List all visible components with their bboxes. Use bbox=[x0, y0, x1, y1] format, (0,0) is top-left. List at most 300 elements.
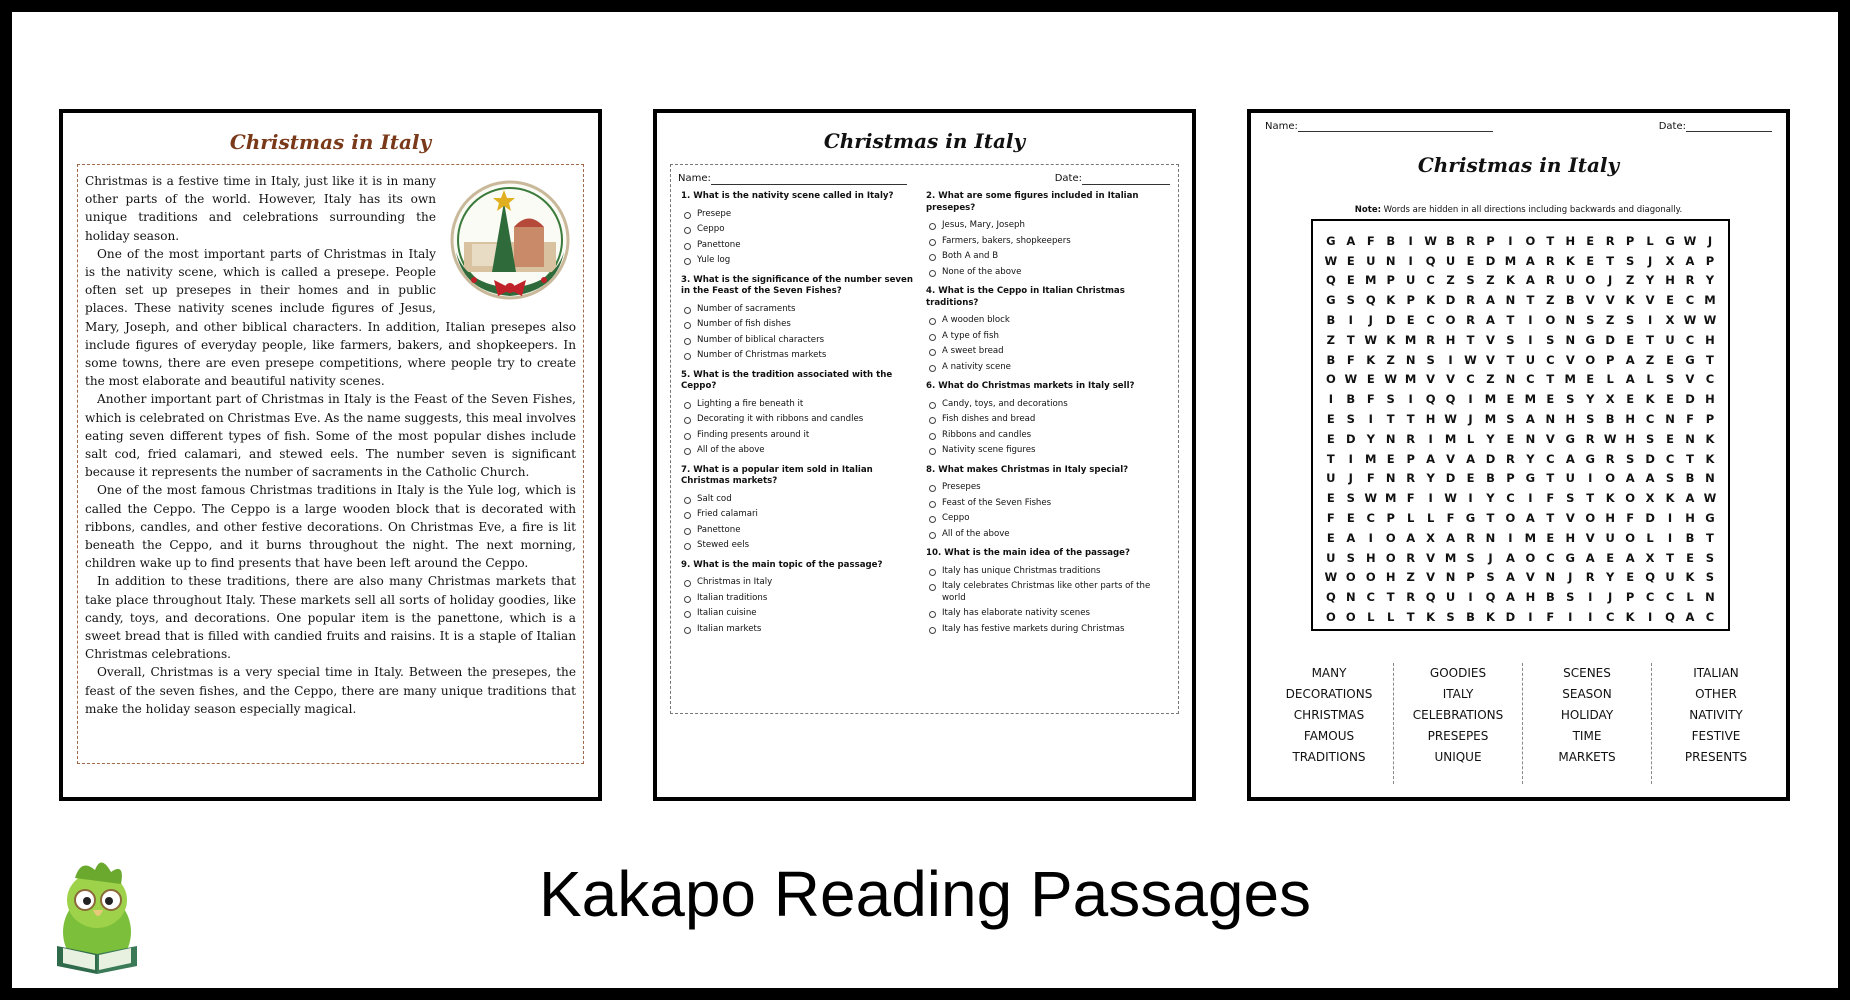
grid-letter[interactable]: I bbox=[1408, 392, 1413, 407]
date-line[interactable] bbox=[1686, 121, 1772, 132]
grid-letter[interactable]: S bbox=[1665, 372, 1675, 387]
answer-option[interactable]: Farmers, bakers, shopkeepers bbox=[929, 236, 1166, 248]
grid-letter[interactable]: W bbox=[1424, 233, 1437, 248]
grid-letter[interactable]: S bbox=[1346, 412, 1355, 427]
grid-letter[interactable]: R bbox=[1406, 590, 1416, 605]
grid-letter[interactable]: J bbox=[1468, 412, 1473, 427]
grid-letter[interactable]: I bbox=[1348, 451, 1353, 466]
grid-letter[interactable]: Y bbox=[1486, 431, 1495, 446]
grid-letter[interactable]: E bbox=[1626, 570, 1635, 585]
grid-letter[interactable]: E bbox=[1466, 471, 1475, 486]
grid-letter[interactable]: E bbox=[1346, 253, 1355, 268]
grid-letter[interactable]: J bbox=[1647, 253, 1653, 268]
grid-letter[interactable]: T bbox=[1526, 293, 1535, 308]
grid-letter[interactable]: K bbox=[1625, 610, 1635, 625]
grid-letter[interactable]: E bbox=[1506, 431, 1515, 446]
grid-letter[interactable]: T bbox=[1386, 590, 1395, 605]
answer-option[interactable]: Candy, toys, and decorations bbox=[929, 399, 1166, 411]
grid-letter[interactable]: E bbox=[1666, 392, 1674, 407]
grid-letter[interactable]: A bbox=[1406, 530, 1416, 545]
answer-option[interactable]: A sweet bread bbox=[929, 346, 1166, 358]
grid-letter[interactable]: L bbox=[1367, 610, 1375, 625]
grid-letter[interactable]: W bbox=[1344, 372, 1358, 387]
grid-letter[interactable]: V bbox=[1426, 372, 1436, 387]
grid-letter[interactable]: O bbox=[1325, 610, 1336, 625]
grid-letter[interactable]: I bbox=[1408, 253, 1413, 268]
grid-letter[interactable]: Z bbox=[1406, 570, 1415, 585]
grid-letter[interactable]: B bbox=[1545, 590, 1555, 605]
grid-letter[interactable]: H bbox=[1525, 590, 1536, 605]
grid-letter[interactable]: N bbox=[1505, 293, 1516, 308]
grid-letter[interactable]: N bbox=[1525, 431, 1536, 446]
grid-letter[interactable]: Z bbox=[1446, 273, 1455, 288]
grid-letter[interactable]: K bbox=[1426, 293, 1436, 308]
grid-letter[interactable]: K bbox=[1705, 431, 1715, 446]
grid-letter[interactable]: A bbox=[1625, 471, 1635, 486]
grid-letter[interactable]: A bbox=[1525, 253, 1535, 268]
grid-letter[interactable]: L bbox=[1426, 511, 1435, 526]
grid-letter[interactable]: P bbox=[1386, 273, 1395, 288]
grid-letter[interactable]: Q bbox=[1425, 253, 1436, 268]
grid-letter[interactable]: B bbox=[1466, 610, 1475, 625]
grid-letter[interactable]: C bbox=[1366, 511, 1375, 526]
grid-letter[interactable]: Z bbox=[1486, 273, 1495, 288]
grid-letter[interactable]: H bbox=[1705, 332, 1715, 347]
grid-letter[interactable]: E bbox=[1326, 530, 1335, 545]
grid-letter[interactable]: A bbox=[1525, 273, 1535, 288]
grid-letter[interactable]: A bbox=[1505, 590, 1515, 605]
grid-letter[interactable]: R bbox=[1545, 273, 1555, 288]
grid-letter[interactable]: A bbox=[1625, 352, 1635, 367]
grid-letter[interactable]: G bbox=[1665, 233, 1675, 248]
grid-letter[interactable]: W bbox=[1364, 491, 1378, 506]
answer-option[interactable]: Number of Christmas markets bbox=[684, 350, 921, 362]
answer-option[interactable]: A wooden block bbox=[929, 315, 1166, 327]
grid-letter[interactable]: Q bbox=[1485, 590, 1496, 605]
grid-letter[interactable]: R bbox=[1406, 471, 1416, 486]
grid-letter[interactable]: U bbox=[1326, 471, 1336, 486]
grid-letter[interactable]: C bbox=[1546, 550, 1555, 565]
grid-letter[interactable]: D bbox=[1605, 332, 1615, 347]
grid-letter[interactable]: R bbox=[1585, 570, 1595, 585]
answer-option[interactable]: All of the above bbox=[684, 445, 921, 457]
answer-option[interactable]: All of the above bbox=[929, 529, 1166, 541]
grid-letter[interactable]: W bbox=[1683, 233, 1697, 248]
grid-letter[interactable]: E bbox=[1686, 550, 1694, 565]
grid-letter[interactable]: O bbox=[1325, 372, 1336, 387]
grid-letter[interactable]: O bbox=[1525, 550, 1536, 565]
grid-letter[interactable]: T bbox=[1466, 332, 1475, 347]
grid-letter[interactable]: Z bbox=[1645, 352, 1655, 367]
answer-option[interactable]: Feast of the Seven Fishes bbox=[929, 498, 1166, 510]
grid-letter[interactable]: K bbox=[1486, 610, 1495, 625]
answer-option[interactable]: Number of sacraments bbox=[684, 304, 921, 316]
grid-letter[interactable]: T bbox=[1546, 233, 1555, 248]
grid-letter[interactable]: I bbox=[1528, 491, 1533, 506]
grid-letter[interactable]: N bbox=[1385, 431, 1396, 446]
grid-letter[interactable]: P bbox=[1406, 293, 1415, 308]
grid-letter[interactable]: R bbox=[1406, 550, 1416, 565]
grid-letter[interactable]: K bbox=[1685, 570, 1695, 585]
grid-letter[interactable]: F bbox=[1626, 511, 1635, 526]
answer-option[interactable]: Italy has festive markets during Christmas bbox=[929, 624, 1166, 636]
grid-letter[interactable]: O bbox=[1585, 273, 1596, 288]
grid-letter[interactable]: O bbox=[1605, 471, 1616, 486]
date-line[interactable] bbox=[1082, 174, 1170, 185]
grid-letter[interactable]: Q bbox=[1325, 273, 1336, 288]
grid-letter[interactable]: A bbox=[1346, 233, 1356, 248]
grid-letter[interactable]: P bbox=[1625, 233, 1635, 248]
grid-letter[interactable]: O bbox=[1345, 570, 1356, 585]
grid-letter[interactable]: M bbox=[1444, 550, 1457, 565]
answer-option[interactable]: Ceppo bbox=[684, 224, 921, 236]
grid-letter[interactable]: E bbox=[1666, 352, 1674, 367]
answer-option[interactable]: Ribbons and candles bbox=[929, 430, 1166, 442]
grid-letter[interactable]: E bbox=[1586, 253, 1595, 268]
grid-letter[interactable]: W bbox=[1324, 253, 1338, 268]
grid-letter[interactable]: H bbox=[1425, 412, 1436, 427]
grid-letter[interactable]: A bbox=[1645, 471, 1655, 486]
grid-letter[interactable]: E bbox=[1626, 332, 1635, 347]
grid-letter[interactable]: F bbox=[1546, 610, 1555, 625]
grid-letter[interactable]: I bbox=[1508, 530, 1513, 545]
grid-letter[interactable]: V bbox=[1426, 570, 1436, 585]
grid-letter[interactable]: A bbox=[1486, 293, 1495, 308]
grid-letter[interactable]: J bbox=[1488, 550, 1493, 565]
grid-letter[interactable]: E bbox=[1346, 273, 1355, 288]
grid-letter[interactable]: K bbox=[1665, 491, 1675, 506]
grid-letter[interactable]: W bbox=[1703, 313, 1717, 328]
grid-letter[interactable]: E bbox=[1406, 313, 1415, 328]
grid-letter[interactable]: U bbox=[1525, 352, 1536, 367]
grid-letter[interactable]: H bbox=[1625, 412, 1635, 427]
grid-letter[interactable]: C bbox=[1526, 372, 1535, 387]
grid-letter[interactable]: K bbox=[1366, 352, 1376, 367]
grid-letter[interactable]: A bbox=[1685, 610, 1695, 625]
grid-letter[interactable]: X bbox=[1665, 313, 1675, 328]
grid-letter[interactable]: Q bbox=[1325, 590, 1336, 605]
grid-letter[interactable]: G bbox=[1705, 511, 1715, 526]
grid-letter[interactable]: B bbox=[1486, 471, 1495, 486]
grid-letter[interactable]: H bbox=[1705, 392, 1715, 407]
grid-letter[interactable]: O bbox=[1545, 313, 1556, 328]
grid-letter[interactable]: T bbox=[1346, 332, 1355, 347]
grid-letter[interactable]: J bbox=[1608, 273, 1613, 288]
grid-letter[interactable]: X bbox=[1645, 550, 1655, 565]
grid-letter[interactable]: H bbox=[1625, 431, 1635, 446]
grid-letter[interactable]: C bbox=[1685, 293, 1695, 308]
grid-letter[interactable]: E bbox=[1626, 392, 1635, 407]
grid-letter[interactable]: G bbox=[1525, 471, 1536, 486]
grid-letter[interactable]: X bbox=[1665, 253, 1675, 268]
letter-grid[interactable] bbox=[1311, 219, 1730, 631]
grid-letter[interactable]: L bbox=[1606, 372, 1614, 387]
answer-option[interactable]: Italian traditions bbox=[684, 593, 921, 605]
grid-letter[interactable]: O bbox=[1445, 313, 1456, 328]
grid-letter[interactable]: R bbox=[1466, 313, 1475, 328]
grid-letter[interactable]: C bbox=[1426, 273, 1435, 288]
name-line[interactable] bbox=[1298, 121, 1493, 132]
grid-letter[interactable]: S bbox=[1625, 253, 1635, 268]
grid-letter[interactable]: E bbox=[1346, 511, 1355, 526]
grid-letter[interactable]: E bbox=[1506, 392, 1515, 407]
grid-letter[interactable]: B bbox=[1326, 352, 1336, 367]
grid-letter[interactable]: D bbox=[1645, 451, 1655, 466]
grid-letter[interactable]: T bbox=[1546, 511, 1555, 526]
answer-option[interactable]: Italy has elaborate nativity scenes bbox=[929, 608, 1166, 620]
grid-letter[interactable]: W bbox=[1464, 352, 1477, 367]
grid-letter[interactable]: A bbox=[1466, 451, 1475, 466]
answer-option[interactable]: Fried calamari bbox=[684, 509, 921, 521]
grid-letter[interactable]: H bbox=[1665, 273, 1675, 288]
grid-letter[interactable]: A bbox=[1585, 550, 1595, 565]
grid-letter[interactable]: K bbox=[1426, 610, 1436, 625]
grid-letter[interactable]: O bbox=[1345, 610, 1356, 625]
grid-letter[interactable]: U bbox=[1366, 253, 1376, 268]
grid-letter[interactable]: S bbox=[1486, 570, 1495, 585]
grid-letter[interactable]: Y bbox=[1486, 491, 1495, 506]
grid-letter[interactable]: V bbox=[1486, 332, 1495, 347]
grid-letter[interactable]: K bbox=[1386, 293, 1396, 308]
grid-letter[interactable]: F bbox=[1326, 511, 1335, 526]
grid-letter[interactable]: S bbox=[1645, 431, 1655, 446]
grid-letter[interactable]: N bbox=[1385, 471, 1396, 486]
grid-letter[interactable]: C bbox=[1506, 491, 1515, 506]
grid-letter[interactable]: V bbox=[1426, 550, 1436, 565]
grid-letter[interactable]: C bbox=[1546, 352, 1555, 367]
grid-letter[interactable]: A bbox=[1565, 451, 1575, 466]
grid-letter[interactable]: L bbox=[1686, 590, 1694, 605]
grid-letter[interactable]: T bbox=[1386, 412, 1395, 427]
grid-letter[interactable]: K bbox=[1505, 273, 1515, 288]
grid-letter[interactable]: D bbox=[1445, 293, 1456, 308]
grid-letter[interactable]: X bbox=[1645, 491, 1655, 506]
grid-letter[interactable]: N bbox=[1485, 530, 1496, 545]
answer-option[interactable]: Christmas in Italy bbox=[684, 577, 921, 589]
grid-letter[interactable]: N bbox=[1545, 570, 1556, 585]
grid-letter[interactable]: U bbox=[1665, 332, 1675, 347]
grid-letter[interactable]: S bbox=[1386, 392, 1395, 407]
grid-letter[interactable]: S bbox=[1506, 412, 1515, 427]
grid-letter[interactable]: F bbox=[1686, 412, 1694, 427]
grid-letter[interactable]: I bbox=[1528, 332, 1533, 347]
grid-letter[interactable]: O bbox=[1625, 530, 1636, 545]
grid-letter[interactable]: A bbox=[1505, 570, 1515, 585]
grid-letter[interactable]: F bbox=[1366, 233, 1375, 248]
grid-letter[interactable]: C bbox=[1466, 372, 1475, 387]
grid-letter[interactable]: T bbox=[1546, 372, 1555, 387]
grid-letter[interactable]: T bbox=[1706, 352, 1714, 367]
grid-letter[interactable]: J bbox=[1608, 590, 1613, 605]
grid-letter[interactable]: J bbox=[1348, 471, 1353, 486]
answer-option[interactable]: None of the above bbox=[929, 267, 1166, 279]
grid-letter[interactable]: S bbox=[1466, 273, 1475, 288]
grid-letter[interactable]: Q bbox=[1425, 590, 1436, 605]
grid-letter[interactable]: T bbox=[1326, 451, 1335, 466]
grid-letter[interactable]: L bbox=[1406, 511, 1415, 526]
grid-letter[interactable]: R bbox=[1605, 451, 1615, 466]
grid-letter[interactable]: V bbox=[1525, 570, 1535, 585]
grid-letter[interactable]: R bbox=[1406, 431, 1416, 446]
grid-letter[interactable]: U bbox=[1605, 530, 1615, 545]
grid-letter[interactable]: T bbox=[1506, 313, 1515, 328]
grid-letter[interactable]: N bbox=[1405, 352, 1416, 367]
grid-letter[interactable]: N bbox=[1565, 313, 1576, 328]
grid-letter[interactable]: I bbox=[1328, 392, 1333, 407]
grid-letter[interactable]: B bbox=[1685, 471, 1695, 486]
grid-letter[interactable]: C bbox=[1546, 451, 1555, 466]
grid-letter[interactable]: N bbox=[1385, 253, 1396, 268]
grid-letter[interactable]: I bbox=[1468, 590, 1473, 605]
grid-letter[interactable]: U bbox=[1445, 253, 1456, 268]
grid-letter[interactable]: Q bbox=[1445, 392, 1456, 407]
grid-letter[interactable]: M bbox=[1404, 332, 1417, 347]
grid-letter[interactable]: H bbox=[1565, 233, 1576, 248]
grid-letter[interactable]: I bbox=[1568, 610, 1573, 625]
grid-letter[interactable]: V bbox=[1585, 530, 1595, 545]
grid-letter[interactable]: B bbox=[1326, 313, 1336, 328]
grid-letter[interactable]: E bbox=[1466, 253, 1475, 268]
grid-letter[interactable]: C bbox=[1705, 610, 1715, 625]
grid-letter[interactable]: D bbox=[1685, 392, 1695, 407]
grid-letter[interactable]: A bbox=[1446, 530, 1456, 545]
grid-letter[interactable]: O bbox=[1365, 570, 1376, 585]
grid-letter[interactable]: E bbox=[1326, 491, 1335, 506]
grid-letter[interactable]: T bbox=[1506, 352, 1515, 367]
grid-letter[interactable]: R bbox=[1545, 253, 1555, 268]
answer-option[interactable]: Salt cod bbox=[684, 494, 921, 506]
grid-letter[interactable]: A bbox=[1685, 253, 1695, 268]
grid-letter[interactable]: E bbox=[1606, 550, 1615, 565]
grid-letter[interactable]: H bbox=[1605, 511, 1615, 526]
grid-letter[interactable]: C bbox=[1665, 451, 1675, 466]
grid-letter[interactable]: H bbox=[1385, 570, 1396, 585]
grid-letter[interactable]: C bbox=[1366, 590, 1375, 605]
grid-letter[interactable]: E bbox=[1326, 412, 1335, 427]
grid-letter[interactable]: I bbox=[1588, 471, 1593, 486]
grid-letter[interactable]: B bbox=[1685, 530, 1695, 545]
grid-letter[interactable]: G bbox=[1326, 233, 1336, 248]
grid-letter[interactable]: U bbox=[1326, 550, 1336, 565]
grid-letter[interactable]: I bbox=[1528, 610, 1533, 625]
grid-letter[interactable]: R bbox=[1685, 273, 1695, 288]
grid-letter[interactable]: M bbox=[1484, 412, 1497, 427]
grid-letter[interactable]: V bbox=[1446, 372, 1456, 387]
grid-letter[interactable]: I bbox=[1588, 590, 1593, 605]
grid-letter[interactable]: P bbox=[1625, 590, 1635, 605]
grid-letter[interactable]: O bbox=[1585, 511, 1596, 526]
answer-option[interactable]: Yule log bbox=[684, 255, 921, 267]
grid-letter[interactable]: Y bbox=[1586, 392, 1595, 407]
grid-letter[interactable]: I bbox=[1468, 392, 1473, 407]
grid-letter[interactable]: Y bbox=[1366, 431, 1375, 446]
grid-letter[interactable]: T bbox=[1586, 491, 1595, 506]
grid-letter[interactable]: O bbox=[1505, 511, 1516, 526]
answer-option[interactable]: Ceppo bbox=[929, 513, 1166, 525]
grid-letter[interactable]: Y bbox=[1606, 570, 1615, 585]
grid-letter[interactable]: G bbox=[1465, 511, 1476, 526]
grid-letter[interactable]: P bbox=[1406, 451, 1415, 466]
grid-letter[interactable]: L bbox=[1646, 530, 1654, 545]
grid-letter[interactable]: M bbox=[1524, 392, 1537, 407]
answer-option[interactable]: Presepes bbox=[929, 482, 1166, 494]
grid-letter[interactable]: W bbox=[1703, 491, 1717, 506]
grid-letter[interactable]: P bbox=[1605, 352, 1615, 367]
grid-letter[interactable]: G bbox=[1565, 431, 1575, 446]
grid-letter[interactable]: W bbox=[1683, 313, 1697, 328]
answer-option[interactable]: A type of fish bbox=[929, 331, 1166, 343]
grid-letter[interactable]: C bbox=[1645, 412, 1655, 427]
answer-option[interactable]: Lighting a fire beneath it bbox=[684, 399, 921, 411]
grid-letter[interactable]: T bbox=[1606, 253, 1615, 268]
grid-letter[interactable]: L bbox=[1466, 431, 1475, 446]
grid-letter[interactable]: N bbox=[1685, 431, 1695, 446]
grid-letter[interactable]: M bbox=[1704, 293, 1716, 308]
grid-letter[interactable]: J bbox=[1568, 570, 1573, 585]
grid-letter[interactable]: V bbox=[1605, 293, 1615, 308]
grid-letter[interactable]: P bbox=[1506, 471, 1515, 486]
grid-letter[interactable]: M bbox=[1504, 253, 1517, 268]
grid-letter[interactable]: W bbox=[1384, 372, 1398, 387]
grid-letter[interactable]: B bbox=[1386, 233, 1396, 248]
grid-letter[interactable]: G bbox=[1565, 550, 1575, 565]
grid-letter[interactable]: D bbox=[1485, 253, 1496, 268]
grid-letter[interactable]: M bbox=[1365, 273, 1377, 288]
grid-letter[interactable]: I bbox=[1468, 491, 1473, 506]
grid-letter[interactable]: N bbox=[1665, 412, 1675, 427]
grid-letter[interactable]: S bbox=[1466, 550, 1475, 565]
grid-letter[interactable]: N bbox=[1505, 372, 1516, 387]
grid-letter[interactable]: N bbox=[1445, 570, 1456, 585]
grid-letter[interactable]: A bbox=[1426, 451, 1436, 466]
grid-letter[interactable]: C bbox=[1665, 590, 1675, 605]
grid-letter[interactable]: W bbox=[1324, 570, 1338, 585]
grid-letter[interactable]: J bbox=[1707, 233, 1713, 248]
answer-option[interactable]: Panettone bbox=[684, 240, 921, 252]
grid-letter[interactable]: S bbox=[1506, 332, 1515, 347]
answer-option[interactable]: Decorating it with ribbons and candles bbox=[684, 414, 921, 426]
grid-letter[interactable]: R bbox=[1466, 530, 1475, 545]
grid-letter[interactable]: R bbox=[1505, 451, 1515, 466]
grid-letter[interactable]: U bbox=[1565, 273, 1575, 288]
grid-letter[interactable]: F bbox=[1406, 491, 1415, 506]
grid-letter[interactable]: S bbox=[1426, 352, 1435, 367]
answer-option[interactable]: Finding presents around it bbox=[684, 430, 921, 442]
grid-letter[interactable]: L bbox=[1646, 233, 1654, 248]
grid-letter[interactable]: R bbox=[1585, 431, 1595, 446]
grid-letter[interactable]: C bbox=[1685, 332, 1695, 347]
grid-letter[interactable]: W bbox=[1364, 332, 1378, 347]
answer-option[interactable]: Fish dishes and bread bbox=[929, 414, 1166, 426]
grid-letter[interactable]: P bbox=[1466, 570, 1475, 585]
grid-letter[interactable]: B bbox=[1605, 412, 1615, 427]
grid-letter[interactable]: I bbox=[1348, 313, 1353, 328]
grid-letter[interactable]: Z bbox=[1625, 273, 1635, 288]
grid-letter[interactable]: C bbox=[1645, 590, 1655, 605]
grid-letter[interactable]: P bbox=[1486, 233, 1495, 248]
grid-letter[interactable]: Z bbox=[1386, 352, 1395, 367]
grid-letter[interactable]: I bbox=[1428, 491, 1433, 506]
grid-letter[interactable]: J bbox=[1368, 313, 1373, 328]
grid-letter[interactable]: A bbox=[1525, 412, 1535, 427]
grid-letter[interactable]: E bbox=[1586, 233, 1595, 248]
grid-letter[interactable]: T bbox=[1706, 530, 1714, 545]
grid-letter[interactable]: V bbox=[1446, 451, 1456, 466]
grid-letter[interactable]: N bbox=[1545, 412, 1556, 427]
answer-option[interactable]: Italian cuisine bbox=[684, 608, 921, 620]
answer-option[interactable]: Nativity scene figures bbox=[929, 445, 1166, 457]
grid-letter[interactable]: I bbox=[1647, 313, 1653, 328]
